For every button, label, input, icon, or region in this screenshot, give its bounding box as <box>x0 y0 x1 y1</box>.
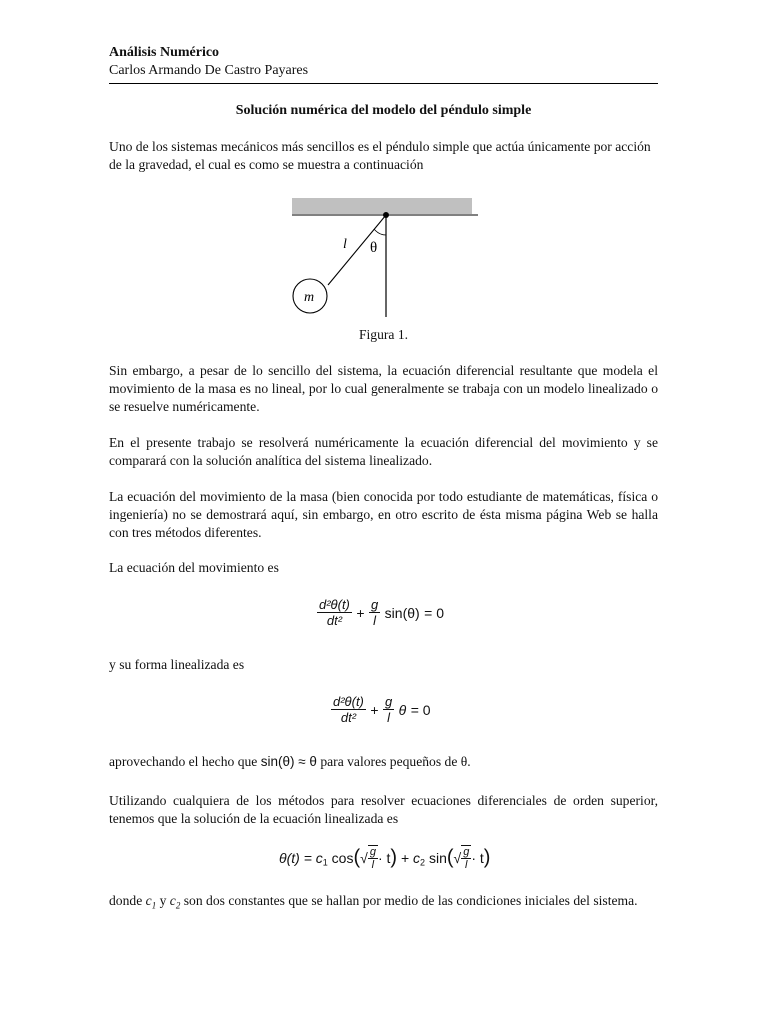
small-angle-approximation: sin(θ) ≈ θ <box>260 754 317 769</box>
ceiling-support <box>292 198 472 214</box>
length-label: l <box>343 237 347 252</box>
header-divider <box>109 83 658 84</box>
header-author: Carlos Armando De Castro Payares <box>109 63 309 78</box>
paragraph-motion-intro: La ecuación del movimiento es <box>109 560 279 575</box>
sqrt-g-over-l: $\frac{g}{l}$ <box>369 846 376 871</box>
constant-c2: $c_2$ <box>169 893 181 911</box>
equation-linearized: $\frac{\text{d²θ(t)}}{\text{dt²}}$ + $\frac{g}{l}$ θ = 0 <box>333 694 431 725</box>
paragraph-solution-intro: Utilizando cualquiera de los métodos para resolver ecuaciones diferenciales de orden superior, tenemos que la solución de la ecuación linealizada es <box>109 793 658 826</box>
header-course-title: Análisis Numérico <box>109 45 220 60</box>
second-derivative-fraction: $\frac{\text{d²θ(t)}}{\text{dt²}}$ <box>333 694 364 725</box>
angle-label: θ <box>370 240 378 256</box>
paragraph-objective: En el presente trabajo se resolverá numéricamente la ecuación diferencial del movimiento y se comparará con la solución analítica del sistema linealizado. <box>109 435 658 468</box>
equation-motion: $\frac{\text{d²θ(t)}}{\text{dt²}}$ + $\frac{g}{l}$ sin(θ) = 0 <box>319 597 444 628</box>
constant-c1: $c_1$ <box>145 893 157 911</box>
pivot-point <box>383 212 389 218</box>
mass-label: m <box>304 290 315 305</box>
g-over-l-fraction: $\frac{g}{l}$ <box>370 597 379 628</box>
paragraph-linear-intro: y su forma linealizada es <box>109 657 245 672</box>
pendulum-figure <box>288 196 484 328</box>
angle-arc <box>374 229 386 235</box>
equation-solution: $\theta(t) = c_1$ cos(√ $\frac{g}{l}$ · $t) + c_2$ sin(√ $\frac{g}{l}$ · t) <box>279 846 491 871</box>
document-title: Solución numérica del modelo del péndulo simple <box>235 103 532 118</box>
pendulum-string <box>328 215 386 285</box>
second-derivative-fraction: $\frac{\text{d²θ(t)}}{\text{dt²}}$ <box>319 597 350 628</box>
sqrt-g-over-l: $\frac{g}{l}$ <box>463 846 470 871</box>
g-over-l-fraction: $\frac{g}{l}$ <box>384 694 393 725</box>
paragraph-equation-origin: La ecuación del movimiento de la masa (bien conocida por todo estudiante de matemáticas, física o ingeniería) no se demostrará aquí, sin embargo, en otro escrito de ésta misma página Web se halla con tres métodos diferentes. <box>109 489 658 540</box>
paragraph-small-angle: aprovechando el hecho que sin(θ) ≈ θ para valores pequeños de θ. <box>109 754 471 769</box>
paragraph-nonlinear: Sin embargo, a pesar de lo sencillo del sistema, la ecuación diferencial resultante que modela el movimiento de la masa es no lineal, por lo cual generalmente se trabaja con un modelo linealizado o se resuelve numéricamente. <box>109 363 658 414</box>
figure-caption: Figura 1. <box>358 327 409 342</box>
paragraph-constants: donde $c_1$ y $c_2$ son dos constantes que se hallan por medio de las condiciones iniciales del sistema. <box>109 893 638 911</box>
paragraph-intro: Uno de los sistemas mecánicos más sencillos es el péndulo simple que actúa únicamente por acción de la gravedad, el cual es como se muestra a continuación <box>109 139 651 172</box>
